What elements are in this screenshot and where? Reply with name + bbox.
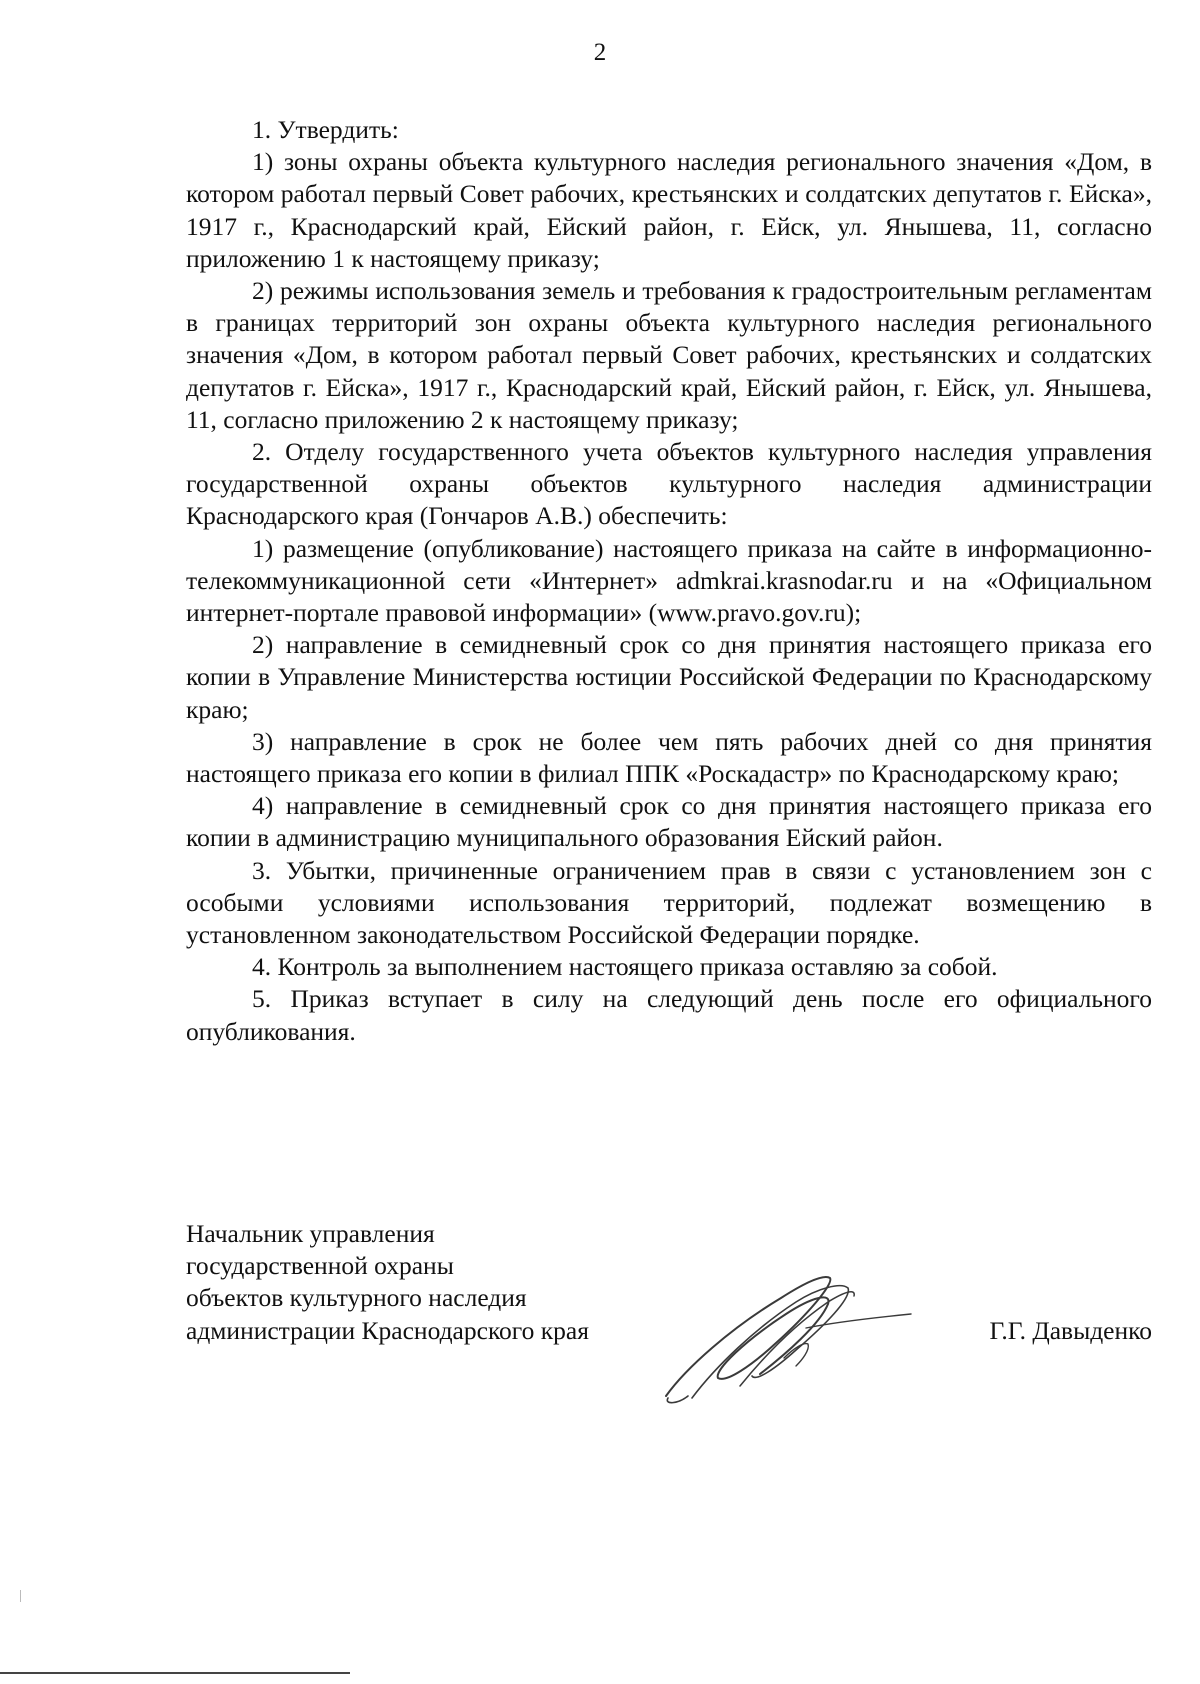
signatory-position-line: государственной охраны: [186, 1251, 454, 1281]
signatory-position-line: администрации Краснодарского края: [186, 1315, 589, 1345]
paragraph-task-item-2: 2) направление в семидневный срок со дня принятия настоящего приказа его копии в Управление Министерства юстиции Российской Федерации по Краснодарскому краю;: [186, 630, 1152, 724]
signature-stroke: [784, 1344, 808, 1366]
signatory-name: Г.Г. Давыденко: [989, 1315, 1152, 1345]
signature-block: [186, 1218, 1152, 1418]
paragraph-approve-item-1: 1) зоны охраны объекта культурного наследия регионального значения «Дом, в котором работал первый Совет рабочих, крестьянских и солдатских депутатов г. Ейска», 1917 г., Краснодарский край, Ейский район, г. Ейск, ул. Янышева, 11, согласно приложению 1 к настоящему приказу;: [186, 147, 1152, 273]
signatory-position: [186, 1218, 666, 1347]
signatory-position-line: объектов культурного наследия: [186, 1283, 527, 1313]
signature-stroke: [666, 1277, 830, 1396]
signature-stroke: [692, 1286, 848, 1398]
signature-stroke: [740, 1292, 854, 1386]
scan-edge-mark: [20, 1590, 21, 1602]
paragraph-department-task: 2. Отделу государственного учета объектов культурного наследия управления государственной охраны объектов культурного наследия администрации Краснодарского края (Гончаров А.В.) обеспечить:: [186, 437, 1152, 531]
signatory-position-line: Начальник управления: [186, 1219, 435, 1248]
paragraph-task-item-1: 1) размещение (опубликование) настоящего приказа на сайте в информационно-телекоммуникационной сети «Интернет» admkrai.krasnodar.ru и на «Официальном интернет-портале правовой информации» (www.pravo.gov.ru);: [186, 533, 1152, 628]
handwritten-signature: [656, 1258, 916, 1408]
page-number: 2: [593, 39, 607, 66]
paragraph-approve-item-2: 2) режимы использования земель и требования к градостроительным регламентам в границах территорий зон охраны объекта культурного наследия регионального значения «Дом, в котором работал первый Совет рабочих, крестьянских и солдатских депутатов г. Ейска», 1917 г., Краснодарский край, Ейский район, г. Ейск, ул. Янышева, 11, согласно приложению 2 к настоящему приказу;: [186, 276, 1152, 434]
paragraph-task-item-3: 3) направление в срок не более чем пять рабочих дней со дня принятия настоящего приказа его копии в филиал ППК «Роскадастр» по Краснодарскому краю;: [186, 726, 1152, 789]
order-body: [186, 114, 1152, 1048]
scan-bottom-rule: [0, 1672, 350, 1674]
paragraph-effective-date: 5. Приказ вступает в силу на следующий день после его официального опубликования.: [186, 984, 1152, 1046]
paragraph-control: 4. Контроль за выполнением настоящего приказа оставляю за собой.: [252, 952, 998, 982]
paragraph-approve: 1. Утвердить:: [252, 115, 399, 144]
signature-stroke: [667, 1396, 688, 1403]
paragraph-task-item-4: 4) направление в семидневный срок со дня принятия настоящего приказа его копии в администрацию муниципального образования Ейский район.: [186, 791, 1152, 853]
paragraph-losses: 3. Убытки, причиненные ограничением прав в связи с установлением зон с особыми условиями использования территорий, подлежат возмещению в установленном законодательством Российской Федерации порядке.: [186, 855, 1152, 950]
